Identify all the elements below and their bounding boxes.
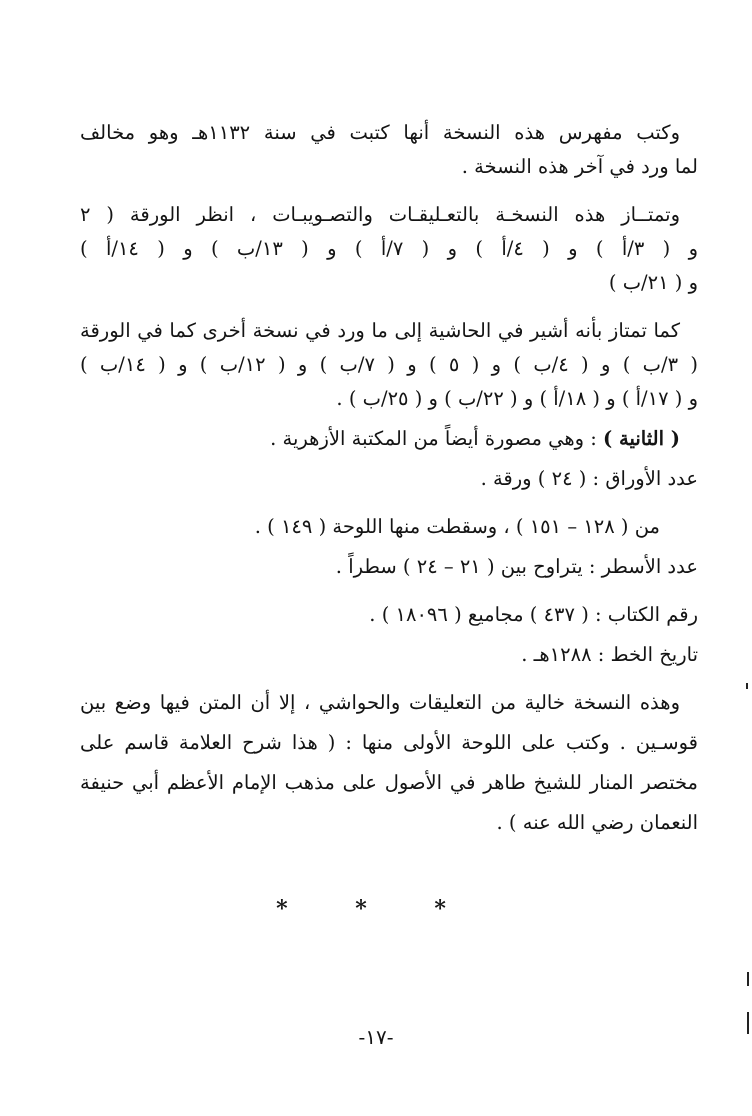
paragraph-1-line-2: لما ورد في آخر هذه النسخة .: [461, 155, 698, 178]
paragraph-4-line-4: النعمان رضي الله عنه ) .: [496, 811, 698, 834]
paragraph-2-line-3: و ( ٢١/ب ): [608, 271, 698, 294]
paragraph-2: [80, 202, 698, 296]
second-copy-text: : وهي مصورة أيضاً من المكتبة الأزهرية .: [270, 427, 604, 450]
paragraph-3-line-2: ( ٣/ب ) و ( ٤/ب ) و ( ٥ ) و ( ٧/ب ) و ( ١٢/ب ) و ( ١٤/ب ): [80, 353, 699, 376]
scan-edge-mark-3: [747, 1012, 749, 1034]
page-body: [80, 120, 698, 836]
paragraph-4-line-2: قوسـين . وكتب على اللوحة الأولى منها : ( هذا شرح العلامة قاسم على: [80, 731, 698, 754]
second-copy-line: [80, 426, 698, 452]
paragraph-1: [80, 120, 698, 180]
second-copy-label: ( الثانية ): [603, 427, 680, 450]
paragraph-4: [80, 690, 698, 836]
lines-count: عدد الأسطر : يتراوح بين ( ٢١ – ٢٤ ) سطراً .: [335, 555, 698, 578]
paragraph-4-line-1: وهذه النسخة خالية من التعليقات والحواشي ، إلا أن المتن فيها وضع بين: [80, 691, 680, 714]
book-number: رقم الكتاب : ( ٤٣٧ ) مجاميع ( ١٨٠٩٦ ) .: [369, 603, 698, 626]
scan-edge-mark-1: [746, 683, 748, 689]
paragraph-3-line-3: و ( ١٧/أ ) و ( ١٨/أ ) و ( ٢٢/ب ) و ( ٢٥/ب ) .: [336, 387, 698, 410]
scan-edge-mark-2: [747, 972, 749, 986]
paragraph-3-line-1: كما تمتاز بأنه أشير في الحاشية إلى ما ورد في نسخة أخرى كما في الورقة: [80, 319, 680, 342]
paragraph-3: [80, 318, 698, 412]
page-number: -١٧-: [358, 1025, 394, 1049]
paragraph-2-line-2: و ( ٣/أ ) و ( ٤/أ ) و ( ٧/أ ) و ( ١٣/ب ) و ( ١٤/أ ): [80, 237, 699, 260]
folio-range: من ( ١٢٨ – ١٥١ ) ، وسقطت منها اللوحة ( ١٤٩ ) .: [254, 515, 660, 538]
paragraph-4-line-3: مختصر المنار للشيخ طاهر في الأصول على مذهب الإمام الأعظم أبي حنيفة: [80, 771, 698, 794]
leaves-count: عدد الأوراق : ( ٢٤ ) ورقة .: [480, 467, 698, 490]
paragraph-2-line-1: وتمتــاز هذه النسخـة بالتعـليقـات والتصـويبـات ، انظر الورقة ( ٢: [80, 203, 680, 226]
paragraph-1-line-1: وكتب مفهرس هذه النسخة أنها كتبت في سنة ١١٣٢هـ وهو مخالف: [80, 121, 680, 144]
script-date: تاريخ الخط : ١٢٨٨هـ .: [521, 643, 698, 666]
section-separator: * * *: [276, 896, 476, 922]
